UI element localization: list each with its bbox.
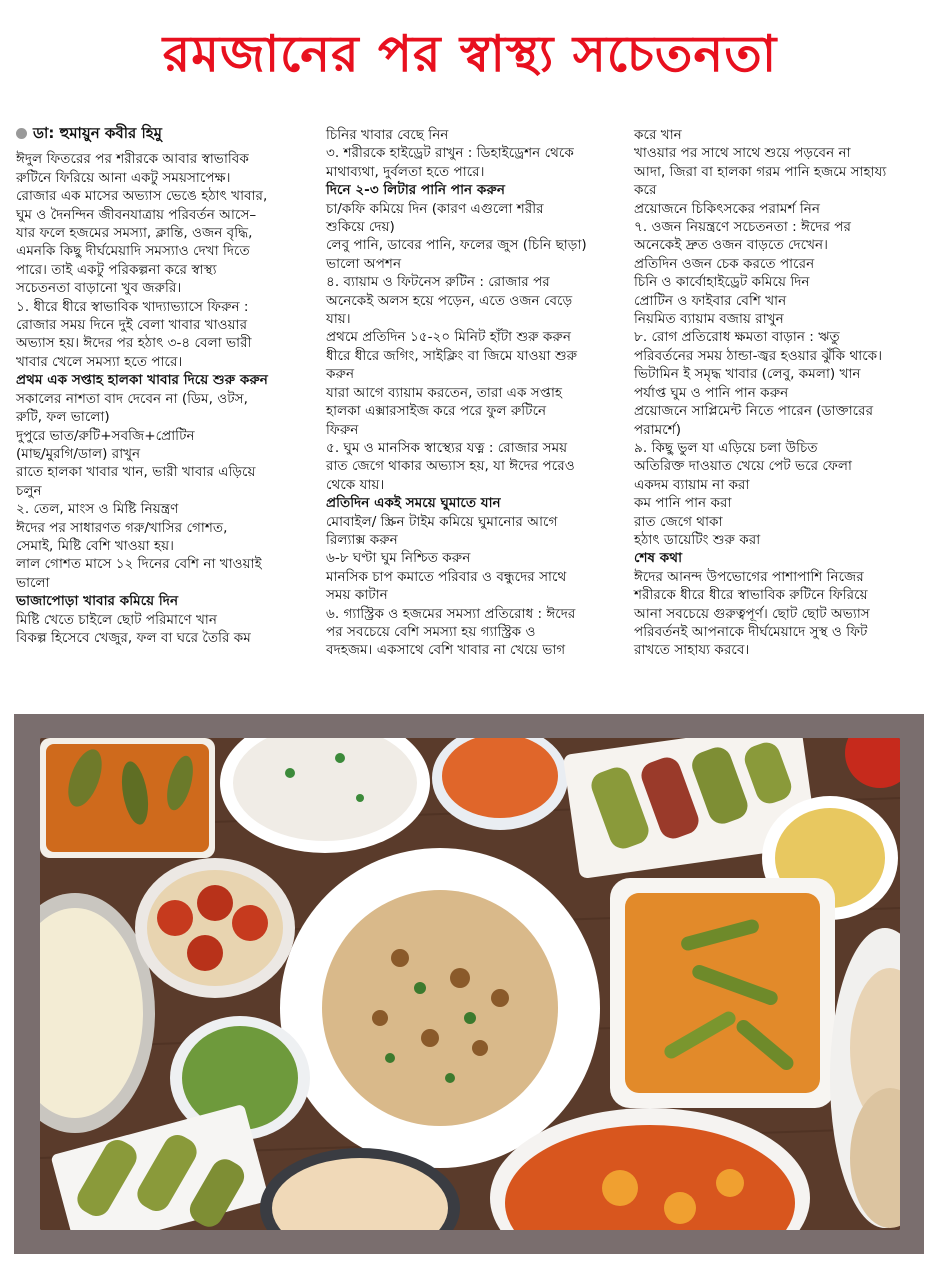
text-line: অভ্যাস হয়। ঈদের পর হঠাৎ ৩-৪ বেলা ভারী xyxy=(16,335,252,352)
text-line: যার ফলে হজমের সমস্যা, ক্লান্তি, ওজন বৃদ্ধি, xyxy=(16,225,253,242)
subheading-line: প্রথম এক সপ্তাহ হালকা খাবার দিয়ে শুরু করুন xyxy=(16,372,268,389)
gulab-jamun-bowl xyxy=(135,858,295,998)
subheading-line: শেষ কথা xyxy=(634,550,683,567)
column-3 xyxy=(634,126,926,660)
text-line: প্রতিদিন ওজন চেক করতে পারেন xyxy=(634,255,815,272)
bullet-icon xyxy=(16,128,27,139)
text-line: অতিরিক্ত দাওয়াত খেয়ে পেট ভরে ফেলা xyxy=(634,458,852,475)
text-line: রাত জেগে থাকা xyxy=(634,513,723,530)
okra-curry-dish xyxy=(610,878,835,1108)
text-line: রোজার সময় দিনে দুই বেলা খাবার খাওয়ার xyxy=(16,317,248,334)
text-line: পরিবর্তনই আপনাকে দীর্ঘমেয়াদে সুস্থ ও ফিট xyxy=(634,623,868,640)
text-line: রাত জেগে থাকার অভ্যাস হয়, যা ঈদের পরেও xyxy=(326,458,575,475)
text-line: খাওয়ার পর সাথে সাথে শুয়ে পড়বেন না xyxy=(634,145,851,162)
text-line: হঠাৎ ডায়েটিং শুরু করা xyxy=(634,531,761,548)
text-line: পর সবচেয়ে বেশি সমস্যা হয় গ্যাস্ট্রিক ও xyxy=(326,623,536,640)
text-line: মিষ্টি খেতে চাইলে ছোট পরিমাণে খান xyxy=(16,611,217,628)
column-1-body xyxy=(16,150,306,647)
text-line: ৮. রোগ প্রতিরোধ ক্ষমতা বাড়ান : ঋতু xyxy=(634,329,840,346)
food-photo xyxy=(40,738,900,1230)
text-line: ভালো xyxy=(16,574,50,591)
text-line: প্রয়োজনে সাপ্লিমেন্ট নিতে পারেন (ডাক্তারের xyxy=(634,403,874,420)
column-3-body xyxy=(634,126,926,660)
subheading-line: প্রতিদিন একই সময়ে ঘুমাতে যান xyxy=(326,495,501,512)
text-line: ২. তেল, মাংস ও মিষ্টি নিয়ন্ত্রণ xyxy=(16,501,179,518)
text-line: চিনি ও কার্বোহাইড্রেট কমিয়ে দিন xyxy=(634,274,810,291)
text-line: চা/কফি কমিয়ে দিন (কারণ এগুলো শরীর xyxy=(326,200,544,217)
text-line: পরিবর্তনের সময় ঠান্ডা-জ্বর হওয়ার ঝুঁকি থাকে। xyxy=(634,347,883,364)
text-line: ভিটামিন ই সমৃদ্ধ খাবার (লেবু, কমলা) খান xyxy=(634,366,861,383)
text-line: সচেতনতা বাড়ানো খুব জরুরি। xyxy=(16,280,182,297)
text-line: রাতে হালকা খাবার খান, ভারী খাবার এড়িয়ে xyxy=(16,464,256,481)
text-line: করে xyxy=(634,182,657,199)
author-line xyxy=(16,124,306,142)
column-2-body xyxy=(326,126,618,660)
text-line: ৯. কিছু ভুল যা এড়িয়ে চলা উচিত xyxy=(634,439,818,456)
column-2 xyxy=(326,126,618,660)
text-line: থেকে যায়। xyxy=(326,476,385,493)
text-line: অনেকেই অলস হয়ে পড়েন, এতে ওজন বেড়ে xyxy=(326,292,573,309)
text-line: প্রয়োজনে চিকিৎসকের পরামর্শ নিন xyxy=(634,200,820,217)
text-line: প্রথমে প্রতিদিন ১৫-২০ মিনিট হাঁটা শুরু করুন xyxy=(326,329,571,346)
text-line: ৪. ব্যায়াম ও ফিটনেস রুটিন : রোজার পর xyxy=(326,274,550,291)
text-line: হালকা এক্সারসাইজ করে পরে ফুল রুটিনে xyxy=(326,403,547,420)
subheading-line: ভাজাপোড়া খাবার কমিয়ে দিন xyxy=(16,593,179,610)
text-line: ধীরে ধীরে জগিং, সাইক্লিং বা জিমে যাওয়া শুরু xyxy=(326,347,578,364)
text-line: কম পানি পান করা xyxy=(634,495,732,512)
subheading-line: দিনে ২-৩ লিটার পানি পান করুন xyxy=(326,182,505,199)
column-1 xyxy=(16,124,306,647)
text-line: ভালো অপশন xyxy=(326,255,402,272)
text-line: ১. ধীরে ধীরে স্বাভাবিক খাদ্যাভ্যাসে ফিরুন : xyxy=(16,298,249,315)
text-line: খাবার খেলে সমস্যা হতে পারে। xyxy=(16,353,183,370)
biryani-plate xyxy=(280,848,600,1168)
text-line: ঈদের পর সাধারণত গরু/খাসির গোশত, xyxy=(16,519,228,536)
text-line: আনা সবচেয়ে গুরুত্বপূর্ণ। ছোট ছোট অভ্যাস xyxy=(634,605,870,622)
text-line: নিয়মিত ব্যায়াম বজায় রাখুন xyxy=(634,311,784,328)
text-line: চিনির খাবার বেছে নিন xyxy=(326,127,449,143)
text-line: এমনকি কিছু দীর্ঘমেয়াদি সমস্যাও দেখা দিতে xyxy=(16,243,250,260)
text-line: আদা, জিরা বা হালকা গরম পানি হজমে সাহায্য xyxy=(634,163,887,180)
text-line: ৬. গ্যাস্ট্রিক ও হজমের সমস্যা প্রতিরোধ : ঈদের xyxy=(326,605,576,622)
text-line: ৭. ওজন নিয়ন্ত্রণে সচেতনতা : ঈদের পর xyxy=(634,219,851,236)
text-line: মোবাইল/ স্ক্রিন টাইম কমিয়ে ঘুমানোর আগে xyxy=(326,513,558,530)
text-line: রোজার এক মাসের অভ্যাস ভেঙে হঠাৎ খাবার, xyxy=(16,188,268,205)
headline: রমজানের পর স্বাস্থ্য সচেতনতা xyxy=(162,25,778,83)
text-line: পর্যাপ্ত ঘুম ও পানি পান করুন xyxy=(634,384,789,401)
text-line: যায়। xyxy=(326,311,351,328)
text-line: সকালের নাশতা বাদ দেবেন না (ডিম, ওটস, xyxy=(16,390,248,407)
text-line: একদম ব্যায়াম না করা xyxy=(634,476,750,493)
text-line: সময় কাটান xyxy=(326,587,388,604)
text-line: প্রোটিন ও ফাইবার বেশি খান xyxy=(634,292,787,309)
text-line: ঈদুল ফিতরের পর শরীরকে আবার স্বাভাবিক xyxy=(16,151,249,168)
text-line: করে খান xyxy=(634,127,682,143)
text-line: রুটিনে ফিরিয়ে আনা একটু সময়সাপেক্ষ। xyxy=(16,169,231,186)
text-line: দুপুরে ভাত/রুটি+সবজি+প্রোটিন xyxy=(16,427,195,444)
text-line: মানসিক চাপ কমাতে পরিবার ও বন্ধুদের সাথে xyxy=(326,568,567,585)
text-line: ফিরুন xyxy=(326,421,359,438)
text-line: রাখতে সাহায্য করবে। xyxy=(634,642,750,659)
text-line: যারা আগে ব্যায়াম করতেন, তারা এক সপ্তাহ xyxy=(326,384,563,401)
text-line: (মাছ/মুরগি/ডাল) রাখুন xyxy=(16,445,141,462)
text-line: লেবু পানি, ডাবের পানি, ফলের জুস (চিনি ছাড়া) xyxy=(326,237,587,254)
text-line: পরামর্শে) xyxy=(634,421,682,438)
text-line: ৫. ঘুম ও মানসিক স্বাস্থ্যের যত্ন : রোজার সময় xyxy=(326,439,568,456)
text-line: রিল্যাক্স করুন xyxy=(326,531,398,548)
text-line: করুন xyxy=(326,366,355,383)
text-line: অনেকেই দ্রুত ওজন বাড়তে দেখেন। xyxy=(634,237,829,254)
text-line: শুকিয়ে দেয়) xyxy=(326,219,395,236)
text-line: ঈদের আনন্দ উপভোগের পাশাপাশি নিজের xyxy=(634,568,864,585)
text-line: ঘুম ও দৈনন্দিন জীবনযাত্রায় পরিবর্তন আসে– xyxy=(16,206,257,223)
text-line: শরীরকে ধীরে ধীরে স্বাভাবিক রুটিনে ফিরিয়ে xyxy=(634,587,868,604)
text-line: ৩. শরীরকে হাইড্রেট রাখুন : ডিহাইড্রেশন থেকে xyxy=(326,145,574,162)
chili-curry-dish xyxy=(40,738,215,858)
text-line: পারে। তাই একটু পরিকল্পনা করে স্বাস্থ্য xyxy=(16,261,217,278)
text-line: বিকল্প হিসেবে খেজুর, ফল বা ঘরে তৈরি কম xyxy=(16,629,251,646)
text-line: বদহজম। একসাথে বেশি খাবার না খেয়ে ভাগ xyxy=(326,642,566,659)
text-line: লাল গোশত মাসে ১২ দিনের বেশি না খাওয়াই xyxy=(16,556,262,573)
text-line: ৬-৮ ঘণ্টা ঘুম নিশ্চিত করুন xyxy=(326,550,471,567)
text-line: রুটি, ফল ভালো) xyxy=(16,409,110,426)
author-name: ডা: হুমায়ুন কবীর হিমু xyxy=(33,124,162,142)
food-spread-illustration xyxy=(40,738,900,1230)
text-line: মাথাব্যথা, দুর্বলতা হতে পারে। xyxy=(326,163,485,180)
text-line: চলুন xyxy=(16,482,42,499)
text-line: সেমাই, মিষ্টি বেশি খাওয়া হয়। xyxy=(16,537,174,554)
